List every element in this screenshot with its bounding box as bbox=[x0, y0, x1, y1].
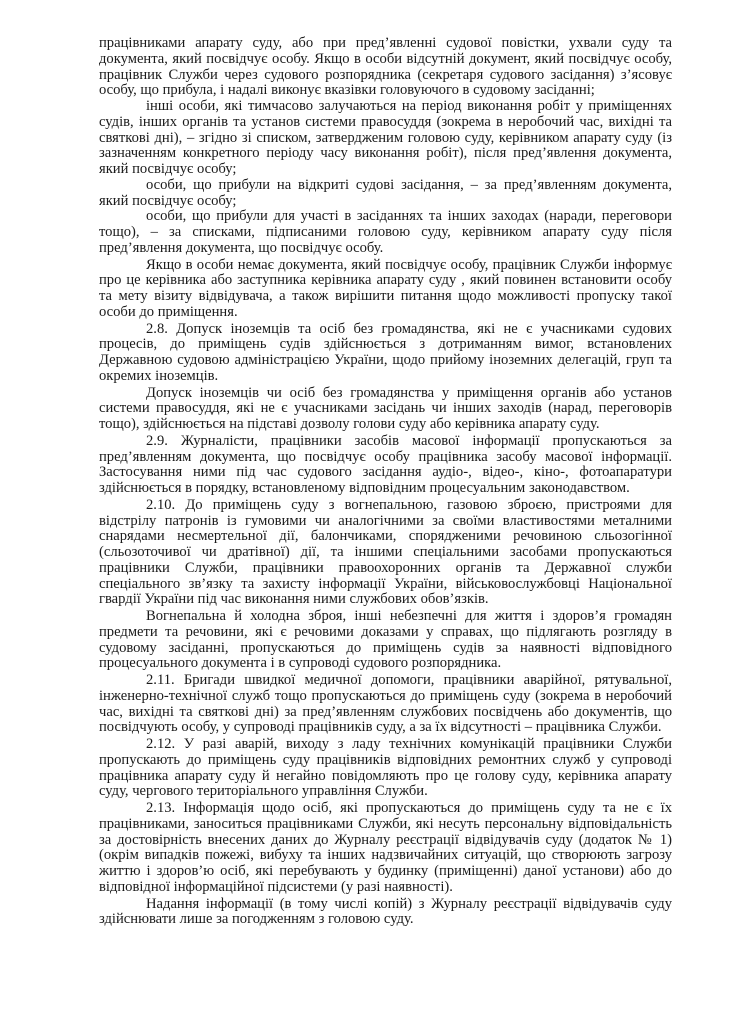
paragraph-information-provision: Надання інформації (в тому числі копій) з Журналу реєстрації відвідувачів суду здійснювати лише за погодженням з головою суду. bbox=[99, 895, 672, 928]
paragraph-2-10: 2.10. До приміщень суду з вогнепальною, газовою зброєю, пристроями для відстрілу патронів із гумовими чи аналогічними за своїми властивостями металними снарядами несмертельної дії, балончиками, спорядженими речовиною сльозогінної (сльозоточивої чи дратівної) дії, та іншими спеціальними засобами пропускаються працівники Служби, працівники правоохоронних органів та Державної служби спеціального зв’язку та захисту інформації України, військовослужбовці Національної гвардії України під час виконання ними службових обов’язків. bbox=[99, 496, 672, 608]
paragraph-2-11: 2.11. Бригади швидкої медичної допомоги, працівники аварійної, рятувальної, інженерно-технічної служб тощо пропускаються до приміщень суду (зокрема в неробочий час, вихідні та святкові дні) за пред’явленням службових посвідчень або документів, що посвідчують особу, у супроводі працівників суду, а за їх відсутності – працівника Служби. bbox=[99, 672, 672, 736]
paragraph-temporary-persons: інші особи, які тимчасово залучаються на період виконання робіт у приміщеннях судів, інших органів та установ системи правосуддя (зокрема в неробочий час, вихідні та святкові дні), – згідно зі списком, затвердженим головою суду, керівником апарату суду (із зазначенням конкретного періоду часу виконання робіт), після пред’явлення документа, який посвідчує особу; bbox=[99, 98, 672, 177]
paragraph-continuation: працівниками апарату суду, або при пред’явленні судової повістки, ухвали суду та документа, який посвідчує особу. Якщо в особи відсутній документ, який посвідчує особу, працівник Служби через судового розпорядника (секретаря судового засідання) з’ясовує особу, що прибула, і надалі виконує вказівки головуючого в судовому засіданні; bbox=[99, 35, 672, 99]
paragraph-weapons-evidence: Вогнепальна й холодна зброя, інші небезпечні для життя і здоров’я громадян предмети та речовини, які є речовими доказами у справах, що підлягають розгляду в судовому засіданні, пропускаються до приміщень судів за наявності відповідного процесуального документа і в супроводі судового розпорядника. bbox=[99, 608, 672, 672]
paragraph-foreigners-admission: Допуск іноземців чи осіб без громадянства у приміщення органів або установ системи правосуддя, які не є учасниками засідань чи інших заходів (нарад, переговорів тощо), здійснюється на підставі дозволу голови суду або керівника апарату суду. bbox=[99, 384, 672, 432]
paragraph-no-document: Якщо в особи немає документа, який посвідчує особу, працівник Служби інформує про це керівника або заступника керівника апарату суду , який повинен встановити особу та мету візиту відвідувача, а також вирішити питання щодо можливості пропуску такої особи до приміщення. bbox=[99, 256, 672, 320]
document-page bbox=[99, 36, 672, 928]
paragraph-meetings: особи, що прибули для участі в засіданнях та інших заходах (наради, переговори тощо), – за списками, підписаними головою суду, керівником апарату суду після пред’явлення документа, що посвідчує особу. bbox=[99, 208, 672, 256]
paragraph-open-hearings: особи, що прибули на відкриті судові засідання, – за пред’явленням документа, який посвідчує особу; bbox=[99, 176, 672, 209]
paragraph-2-9: 2.9. Журналісти, працівники засобів масової інформації пропускаються за пред’явленням документа, що посвідчує особу працівника засобу масової інформації. Застосування ними під час судового засідання аудіо-, відео-, кіно-, фотоапаратури здійснюється в порядку, встановленому відповідним процесуальним законодавством. bbox=[99, 432, 672, 496]
paragraph-2-13: 2.13. Інформація щодо осіб, які пропускаються до приміщень суду та не є їх працівниками, заноситься працівниками Служби, які несуть персональну відповідальність за достовірність внесених даних до Журналу реєстрації відвідувачів суду (додаток № 1) (окрім випадків пожежі, вибуху та інших надзвичайних ситуацій, що створюють загрозу життю і здоров’ю осіб, які перебувають у будинку (приміщенні) даної установи) або до відповідної інформаційної підсистеми (у разі наявності). bbox=[99, 800, 672, 895]
paragraph-2-8: 2.8. Допуск іноземців та осіб без громадянства, які не є учасниками судових процесів, до приміщень судів здійснюється з дотриманням вимог, встановлених Державною судовою адміністрацією України, щодо прийому іноземних делегацій, груп та окремих іноземців. bbox=[99, 320, 672, 384]
paragraph-2-12: 2.12. У разі аварій, виходу з ладу технічних комунікацій працівники Служби пропускають до приміщень суду працівників відповідних ремонтних служб у супроводі працівника апарату суду й негайно повідомляють про це голову суду, керівника апарату суду, чергового територіального управління Служби. bbox=[99, 736, 672, 800]
